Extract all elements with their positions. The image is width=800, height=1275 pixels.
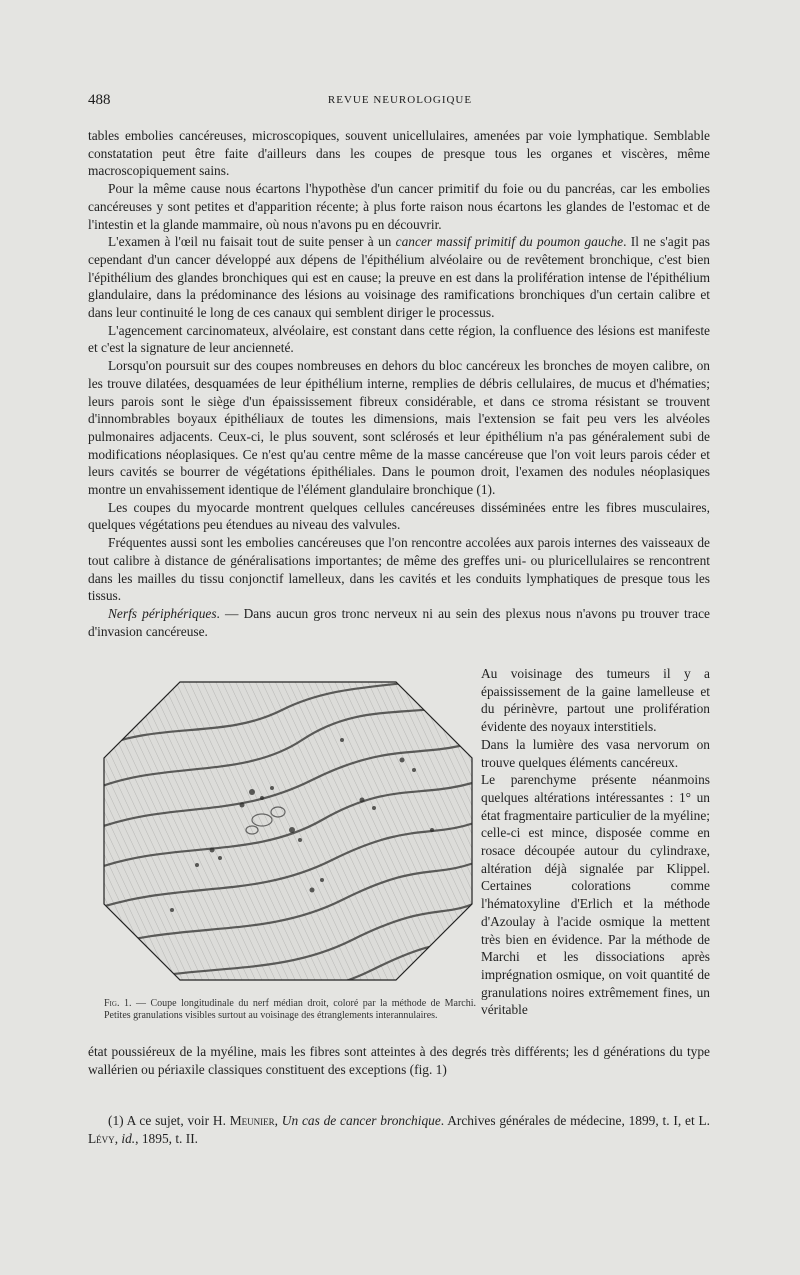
paragraph: Pour la même cause nous écartons l'hypothèse d'un cancer primitif du foie ou du pancréas, car les embolies cancéreuses y sont petites et d'apparition récente; à plus forte raison nous écartons les glandes de l'estomac et de l'intestin et la glande mammaire, où nous n'avons pu en découvrir. — [88, 181, 710, 232]
footnote-separator: , — [114, 1131, 122, 1146]
running-title: REVUE NEUROLOGIQUE — [327, 94, 473, 106]
footnote-separator: , — [274, 1113, 282, 1128]
paragraph-text: . Il ne s'agit pas cependant d'un cancer développé aux dépens de l'épithélium alvéolaire ou de revêtement bronchique, c'est bien l'épithélium des glandes bronchiques qui est en cause; la preuve en est dans la prolifération intense de l'épithélium glandulaire, dans la prédominance des lésions au voisinage des ramifications bronchiques d'un certain calibre et dans leur continuité le long de ces canaux qui semblent diriger le processus. — [88, 234, 710, 321]
footnote-author: Meunier — [229, 1113, 275, 1128]
page-header — [88, 92, 712, 112]
paragraph: Fréquentes aussi sont les embolies cancéreuses que l'on rencontre accolées aux parois internes des vaisseaux de tout calibre à distance de généralisations importantes; de même des greffes uni- ou pluricellulaires se rencontrent dans les mailles du tissu conjonctif lamelleux, dans les cavités et les conduits lymphatiques de presque tous les tissus. — [88, 535, 710, 604]
footnote-author: Lévy — [88, 1131, 115, 1146]
figure-label: Fig. 1. — [104, 998, 132, 1009]
section-heading: Nerfs périphériques — [108, 605, 217, 621]
figure-caption-text: — Coupe longitudinale du nerf médian droit, coloré par la méthode de Marchi. Petites granulations visibles surtout au voisinage des étranglements interannulaires. — [104, 998, 476, 1021]
nerve-section-illustration — [102, 680, 474, 982]
paragraph — [88, 233, 710, 322]
paragraph: Dans la lumière des vasa nervorum on trouve quelques éléments cancéreux. — [481, 736, 710, 770]
body-text-side-column — [481, 665, 710, 1019]
footnote-ibid: id. — [121, 1131, 136, 1146]
paragraph: tables embolies cancéreuses, microscopiques, souvent unicellulaires, amenées par voie lymphatique. Semblable constatation peut être faite d'ailleurs dans les coupes de presque tous les organes et viscères, même macroscopiquement sains. — [88, 128, 710, 179]
body-text-top — [88, 127, 710, 640]
paragraph: état poussiéreux de la myéline, mais les fibres sont atteintes à des degrés très différents; les d générations du type wallérien ou périaxile classiques constituent des exceptions (fig. 1) — [88, 1044, 710, 1077]
paragraph: Lorsqu'on poursuit sur des coupes nombreuses en dehors du bloc cancéreux les bronches de moyen calibre, on les trouve dilatées, desquamées de leur épithélium interne, remplies de débris cellulaires, de mucus et d'hématies; leurs parois sont le siège d'un épaississement fibreux considérable, et dans ce stroma résistant se trouvent d'innombrables boyaux épithéliaux de toutes les dimensions, mais l'extension se fait peu vers les alvéoles pulmonaires adjacents. Ceux-ci, le plus souvent, sont sclérosés et leur épithélium n'a pas généralement subi de modifications néoplasiques. Ce n'est qu'au centre même de la masse cancéreuse que l'on voit leurs parois céder et leurs cavités se bourrer de végétations épithéliales. Dans le poumon droit, l'examen des nodules néoplasiques montre un envahissement identique de l'élément glandulaire bronchique (1). — [88, 358, 710, 498]
figure — [88, 680, 478, 985]
footnote-text-part: . Archives générales de médecine, 1899, t. I, et L. — [440, 1113, 710, 1128]
emphasis-text: cancer massif primitif du poumon gauche — [395, 234, 624, 250]
paragraph: Le parenchyme présente néanmoins quelques altérations intéressantes : 1° un état fragmentaire particulier de la myéline; celle-ci est mince, disposée comme en rosace découpée autour du cylindraxe, altération déjà signalée par Klippel. Certaines colorations comme l'hématoxyline d'Erlich et la méthode d'Azoulay à l'acide osmique la mettent très bien en évidence. Par la méthode de Marchi et les dissociations après imprégnation osmique, on voit quantité de granulations noires extrêmement fines, un véritable — [481, 772, 710, 1018]
paragraph-text: L'examen à l'œil nu faisait tout de suite penser à un — [108, 234, 396, 250]
figure-caption — [104, 998, 476, 1022]
body-text-bottom — [88, 1043, 710, 1078]
footnote-text — [88, 1112, 710, 1148]
paragraph: L'agencement carcinomateux, alvéolaire, est constant dans cette région, la confluence des lésions est manifeste et c'est la signature de leur ancienneté. — [88, 322, 710, 356]
paragraph-text: . — Dans aucun gros tronc nerveux ni au sein des plexus nous n'avons pu trouver trace d'invasion cancéreuse. — [88, 605, 710, 639]
paragraph — [88, 605, 710, 640]
paragraph: Au voisinage des tumeurs il y a épaississement de la gaine lamelleuse et du périnèvre, partout une prolifération évidente des noyaux interstitiels. — [481, 666, 710, 735]
page-number: 488 — [88, 92, 111, 108]
footnote — [88, 1112, 710, 1148]
footnote-title: Un cas de cancer bronchique — [281, 1113, 441, 1128]
footnote-marker: (1) A ce sujet, voir H. — [108, 1113, 230, 1128]
paragraph: Les coupes du myocarde montrent quelques cellules cancéreuses disséminées entre les fibres musculaires, quelques végétations peu étendues au niveau des valvules. — [88, 499, 710, 533]
footnote-text-part: , 1895, t. II. — [135, 1131, 199, 1146]
